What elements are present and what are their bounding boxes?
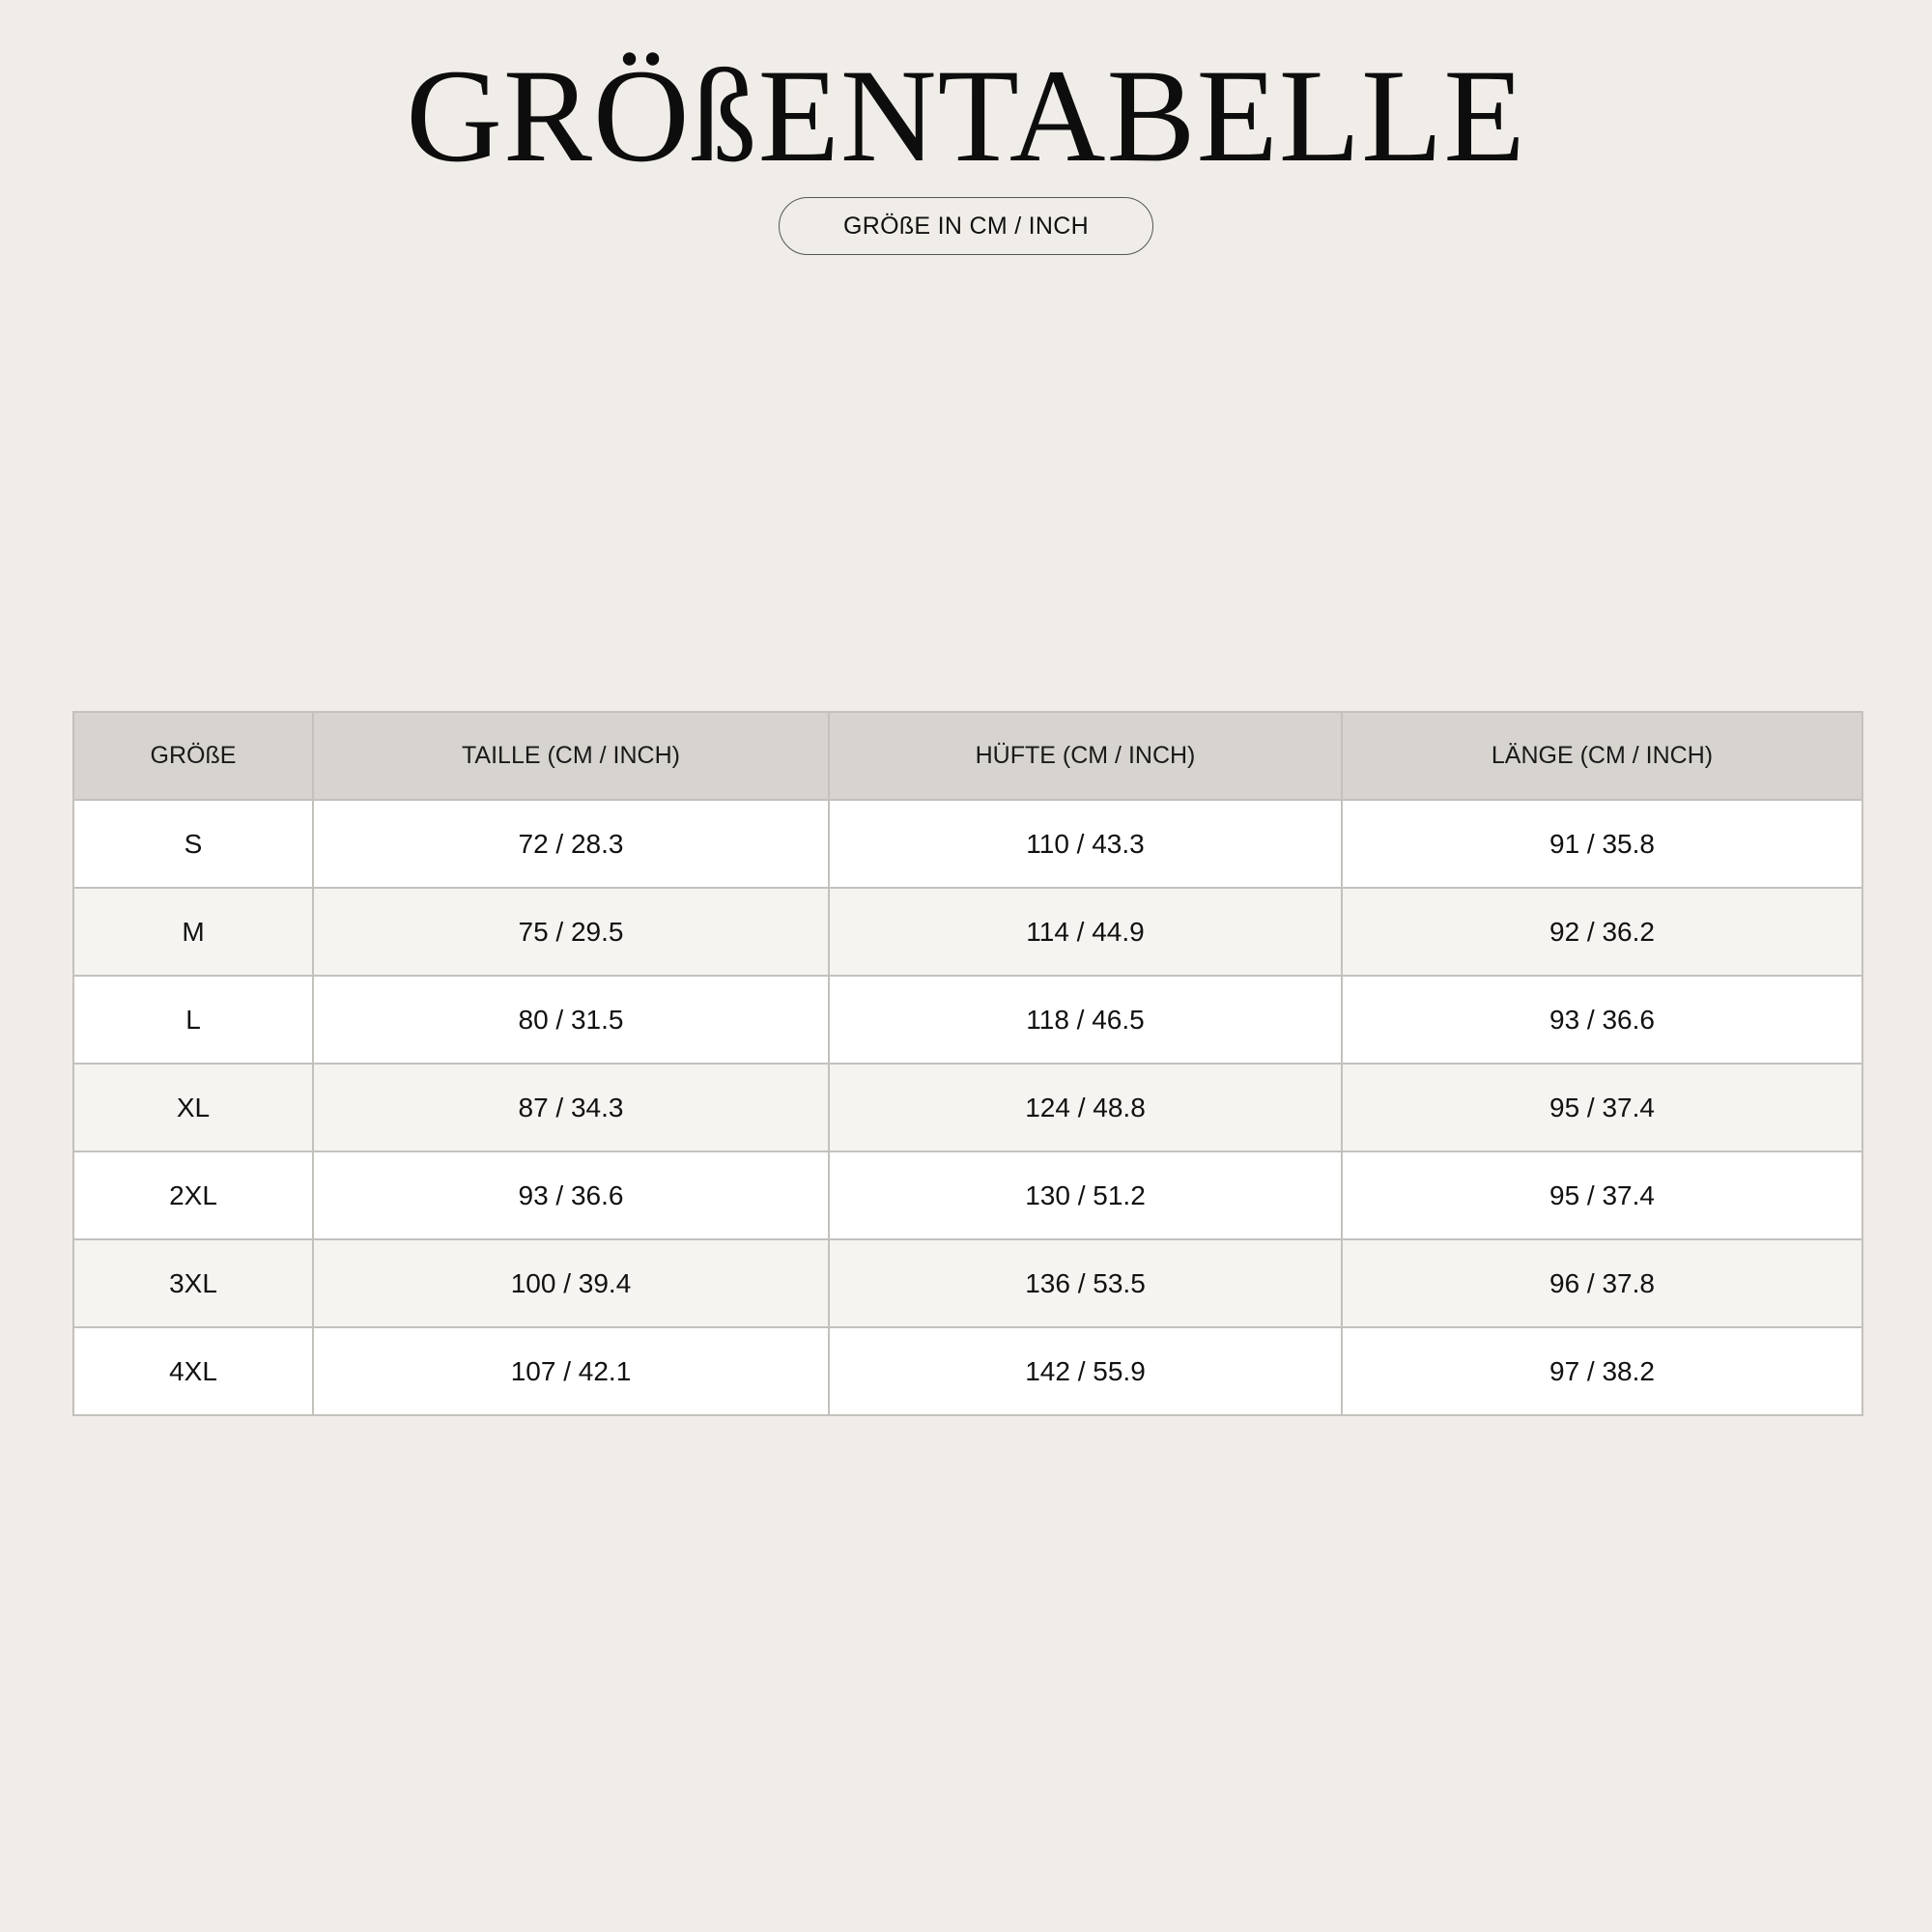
cell-size: 2XL	[73, 1151, 313, 1239]
cell-waist: 87 / 34.3	[313, 1064, 829, 1151]
cell-length: 95 / 37.4	[1342, 1064, 1862, 1151]
cell-length: 97 / 38.2	[1342, 1327, 1862, 1415]
cell-hip: 114 / 44.9	[829, 888, 1342, 976]
table-row	[73, 976, 1862, 1064]
cell-length: 92 / 36.2	[1342, 888, 1862, 976]
cell-size: L	[73, 976, 313, 1064]
cell-length: 91 / 35.8	[1342, 800, 1862, 888]
cell-waist: 93 / 36.6	[313, 1151, 829, 1239]
table-header-row	[73, 712, 1862, 800]
table-row	[73, 888, 1862, 976]
cell-waist: 72 / 28.3	[313, 800, 829, 888]
cell-waist: 100 / 39.4	[313, 1239, 829, 1327]
cell-hip: 142 / 55.9	[829, 1327, 1342, 1415]
cell-hip: 110 / 43.3	[829, 800, 1342, 888]
column-header-length: LÄNGE (CM / INCH)	[1342, 712, 1862, 800]
table-row	[73, 1327, 1862, 1415]
cell-size: XL	[73, 1064, 313, 1151]
table-row	[73, 1064, 1862, 1151]
cell-length: 95 / 37.4	[1342, 1151, 1862, 1239]
cell-size: S	[73, 800, 313, 888]
page-title: GRÖßENTABELLE	[406, 42, 1526, 189]
cell-size: M	[73, 888, 313, 976]
unit-badge: GRÖßE IN CM / INCH	[779, 197, 1153, 255]
size-table	[72, 711, 1863, 1416]
cell-size: 4XL	[73, 1327, 313, 1415]
table-row	[73, 1239, 1862, 1327]
cell-length: 96 / 37.8	[1342, 1239, 1862, 1327]
table-row	[73, 1151, 1862, 1239]
cell-hip: 130 / 51.2	[829, 1151, 1342, 1239]
cell-hip: 118 / 46.5	[829, 976, 1342, 1064]
cell-waist: 75 / 29.5	[313, 888, 829, 976]
cell-waist: 80 / 31.5	[313, 976, 829, 1064]
cell-length: 93 / 36.6	[1342, 976, 1862, 1064]
cell-hip: 136 / 53.5	[829, 1239, 1342, 1327]
table-row	[73, 800, 1862, 888]
cell-waist: 107 / 42.1	[313, 1327, 829, 1415]
column-header-waist: TAILLE (CM / INCH)	[313, 712, 829, 800]
column-header-size: GRÖßE	[73, 712, 313, 800]
column-header-hip: HÜFTE (CM / INCH)	[829, 712, 1342, 800]
cell-hip: 124 / 48.8	[829, 1064, 1342, 1151]
cell-size: 3XL	[73, 1239, 313, 1327]
